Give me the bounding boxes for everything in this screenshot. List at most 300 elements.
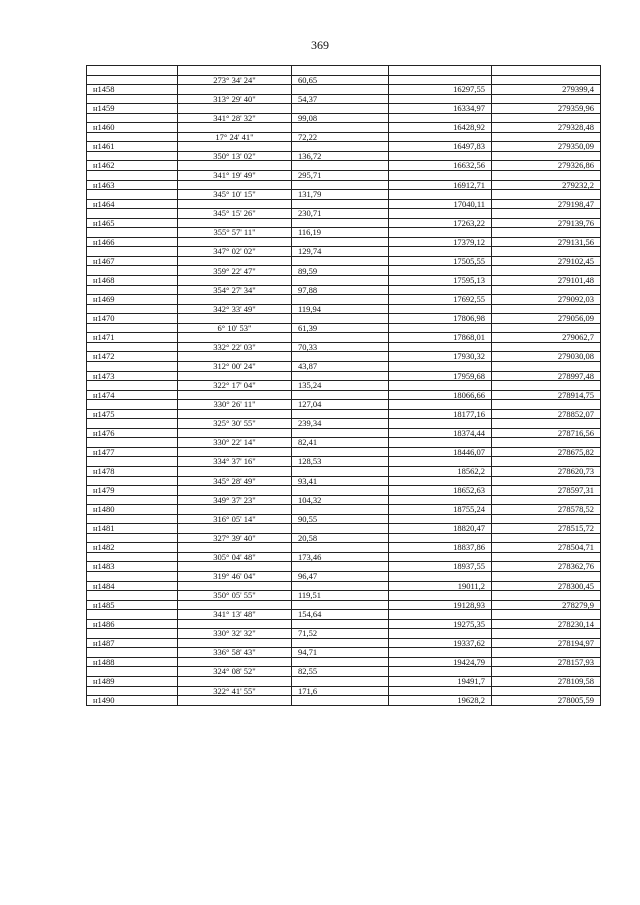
bearing-angle-cell: 316° 05' 14" [178,514,292,524]
y-coordinate-cell: 278675,82 [492,447,601,457]
x-coordinate-cell: 18562,2 [389,466,492,476]
bearing-angle-cell: 273° 34' 24" [178,75,292,85]
empty-cell [492,571,601,581]
empty-cell [492,381,601,391]
y-coordinate-cell: 279102,45 [492,256,601,266]
point-row [87,696,601,706]
point-id-cell: н1477 [87,447,178,457]
segment-row [87,266,601,276]
bearing-angle-cell: 330° 22' 14" [178,438,292,448]
y-coordinate-cell: 279101,48 [492,276,601,286]
empty-cell [292,696,389,706]
empty-cell [178,466,292,476]
y-coordinate-cell: 278194,97 [492,638,601,648]
empty-cell [178,314,292,324]
x-coordinate-cell: 19424,79 [389,657,492,667]
point-id-cell: н1472 [87,352,178,362]
distance-cell: 154,64 [292,610,389,620]
empty-cell [292,447,389,457]
x-coordinate-cell: 18652,63 [389,486,492,496]
distance-cell: 129,74 [292,247,389,257]
x-coordinate-cell: 16497,83 [389,142,492,152]
empty-cell [178,619,292,629]
bearing-angle-cell: 334° 37' 16" [178,457,292,467]
point-id-cell: н1471 [87,333,178,343]
point-row [87,104,601,114]
y-coordinate-cell: 279092,03 [492,295,601,305]
distance-cell: 60,65 [292,75,389,85]
distance-cell: 171,6 [292,686,389,696]
empty-cell [492,476,601,486]
empty-cell [292,352,389,362]
bearing-angle-cell: 313° 29' 40" [178,94,292,104]
empty-cell [178,295,292,305]
x-coordinate-cell: 17040,11 [389,199,492,209]
empty-cell [178,333,292,343]
segment-row [87,419,601,429]
empty-cell [87,476,178,486]
empty-cell [292,161,389,171]
bearing-angle-cell: 305° 04' 48" [178,552,292,562]
segment-row [87,495,601,505]
bearing-angle-cell: 347° 02' 02" [178,247,292,257]
empty-cell [492,132,601,142]
segment-row [87,323,601,333]
point-row [87,466,601,476]
y-coordinate-cell: 279030,08 [492,352,601,362]
distance-cell: 119,94 [292,304,389,314]
empty-cell [87,438,178,448]
point-row [87,333,601,343]
x-coordinate-cell: 16632,56 [389,161,492,171]
y-coordinate-cell: 278362,76 [492,562,601,572]
empty-cell [492,667,601,677]
point-id-cell: н1485 [87,600,178,610]
empty-cell [87,75,178,85]
distance-cell: 89,59 [292,266,389,276]
bearing-angle-cell: 17° 24' 41" [178,132,292,142]
empty-cell [87,361,178,371]
empty-cell [87,113,178,123]
x-coordinate-cell: 19491,7 [389,677,492,687]
point-row [87,505,601,515]
segment-row [87,247,601,257]
empty-cell [389,610,492,620]
empty-cell [292,237,389,247]
empty-cell [389,686,492,696]
empty-cell [292,142,389,152]
empty-cell [178,524,292,534]
distance-cell: 43,87 [292,361,389,371]
empty-cell [492,591,601,601]
bearing-angle-cell: 341° 28' 32" [178,113,292,123]
bearing-angle-cell: 354° 27' 34" [178,285,292,295]
segment-row [87,228,601,238]
empty-cell [178,390,292,400]
y-coordinate-cell: 279062,7 [492,333,601,343]
segment-row [87,171,601,181]
empty-cell [178,123,292,133]
bearing-angle-cell: 345° 28' 49" [178,476,292,486]
empty-cell [292,390,389,400]
empty-cell [292,123,389,133]
empty-cell [389,457,492,467]
segment-row [87,571,601,581]
empty-cell [492,361,601,371]
empty-cell [292,428,389,438]
distance-cell: 96,47 [292,571,389,581]
empty-cell [492,94,601,104]
empty-cell [389,247,492,257]
y-coordinate-cell [492,66,601,76]
point-row [87,123,601,133]
empty-cell [178,371,292,381]
x-coordinate-cell: 19337,62 [389,638,492,648]
x-coordinate-cell: 18755,24 [389,505,492,515]
bearing-angle-cell: 330° 32' 32" [178,629,292,639]
point-id-cell: н1478 [87,466,178,476]
empty-cell [389,171,492,181]
y-coordinate-cell: 279131,56 [492,237,601,247]
x-coordinate-cell: 18820,47 [389,524,492,534]
segment-row [87,342,601,352]
point-id-cell [87,66,178,76]
bearing-angle-cell: 342° 33' 49" [178,304,292,314]
empty-cell [178,66,292,76]
y-coordinate-cell: 278515,72 [492,524,601,534]
empty-cell [492,457,601,467]
point-row [87,237,601,247]
x-coordinate-cell: 17595,13 [389,276,492,286]
empty-cell [389,113,492,123]
x-coordinate-cell: 17868,01 [389,333,492,343]
segment-row [87,533,601,543]
bearing-angle-cell: 336° 58' 43" [178,648,292,658]
empty-cell [389,323,492,333]
point-id-cell: н1474 [87,390,178,400]
empty-cell [389,533,492,543]
empty-cell [389,476,492,486]
point-id-cell: н1476 [87,428,178,438]
segment-row [87,151,601,161]
empty-cell [87,552,178,562]
empty-cell [87,400,178,410]
point-row [87,657,601,667]
point-id-cell: н1467 [87,256,178,266]
point-row [87,352,601,362]
y-coordinate-cell: 279139,76 [492,218,601,228]
bearing-angle-cell: 6° 10' 53" [178,323,292,333]
empty-cell [492,151,601,161]
empty-cell [87,629,178,639]
empty-cell [389,94,492,104]
empty-cell [87,304,178,314]
x-coordinate-cell: 17930,32 [389,352,492,362]
empty-cell [87,610,178,620]
empty-cell [292,333,389,343]
point-id-cell: н1461 [87,142,178,152]
empty-cell [389,228,492,238]
bearing-angle-cell: 341° 13' 48" [178,610,292,620]
point-row [87,562,601,572]
distance-cell: 61,39 [292,323,389,333]
empty-cell [292,218,389,228]
x-coordinate-cell: 19628,2 [389,696,492,706]
empty-cell [178,677,292,687]
x-coordinate-cell: 17379,12 [389,237,492,247]
empty-cell [178,657,292,667]
distance-cell: 119,51 [292,591,389,601]
empty-cell [492,438,601,448]
empty-cell [87,514,178,524]
empty-cell [87,190,178,200]
point-row [87,486,601,496]
distance-cell: 82,41 [292,438,389,448]
point-id-cell: н1459 [87,104,178,114]
empty-cell [389,209,492,219]
distance-cell: 230,71 [292,209,389,219]
point-id-cell: н1468 [87,276,178,286]
y-coordinate-cell: 279326,86 [492,161,601,171]
empty-cell [492,171,601,181]
empty-cell [87,228,178,238]
x-coordinate-cell: 17505,55 [389,256,492,266]
bearing-angle-cell: 359° 22' 47" [178,266,292,276]
empty-cell [87,342,178,352]
empty-cell [389,285,492,295]
empty-cell [87,151,178,161]
empty-cell [492,190,601,200]
y-coordinate-cell: 279359,96 [492,104,601,114]
bearing-angle-cell: 345° 10' 15" [178,190,292,200]
y-coordinate-cell: 278504,71 [492,543,601,553]
distance-cell: 295,71 [292,171,389,181]
y-coordinate-cell: 278914,75 [492,390,601,400]
empty-cell [292,505,389,515]
empty-cell [178,276,292,286]
empty-cell [492,610,601,620]
y-coordinate-cell: 278620,73 [492,466,601,476]
y-coordinate-cell: 279198,47 [492,199,601,209]
distance-cell: 104,32 [292,495,389,505]
y-coordinate-cell: 278300,45 [492,581,601,591]
segment-row [87,686,601,696]
point-id-cell: н1489 [87,677,178,687]
x-coordinate-cell: 18066,66 [389,390,492,400]
bearing-angle-cell: 349° 37' 23" [178,495,292,505]
empty-cell [492,552,601,562]
empty-cell [292,657,389,667]
x-coordinate-cell: 16334,97 [389,104,492,114]
bearing-angle-cell: 345° 15' 26" [178,209,292,219]
point-id-cell: н1464 [87,199,178,209]
empty-cell [87,381,178,391]
empty-cell [292,638,389,648]
point-row [87,677,601,687]
empty-cell [87,247,178,257]
point-row [87,180,601,190]
point-row [87,295,601,305]
point-id-cell: н1462 [87,161,178,171]
bearing-angle-cell: 332° 22' 03" [178,342,292,352]
point-row [87,428,601,438]
y-coordinate-cell: 279350,09 [492,142,601,152]
empty-cell [492,648,601,658]
empty-cell [292,466,389,476]
segment-row [87,552,601,562]
distance-cell: 70,33 [292,342,389,352]
empty-cell [87,419,178,429]
segment-row [87,94,601,104]
bearing-angle-cell: 350° 05' 55" [178,591,292,601]
y-coordinate-cell: 279399,4 [492,85,601,95]
empty-cell [389,132,492,142]
empty-cell [87,171,178,181]
empty-cell [492,75,601,85]
empty-cell [178,218,292,228]
empty-cell [389,571,492,581]
empty-cell [178,409,292,419]
point-id-cell: н1479 [87,486,178,496]
empty-cell [178,199,292,209]
segment-row [87,667,601,677]
empty-cell [492,323,601,333]
point-row [87,447,601,457]
empty-cell [292,619,389,629]
point-id-cell: н1481 [87,524,178,534]
distance-cell: 20,58 [292,533,389,543]
empty-cell [389,342,492,352]
empty-cell [292,581,389,591]
bearing-angle-cell: 330° 26' 11" [178,400,292,410]
empty-cell [389,629,492,639]
empty-cell [87,533,178,543]
empty-cell [492,400,601,410]
empty-cell [87,591,178,601]
segment-row [87,476,601,486]
point-row [87,199,601,209]
y-coordinate-cell: 278230,14 [492,619,601,629]
point-id-cell: н1484 [87,581,178,591]
y-coordinate-cell: 278109,58 [492,677,601,687]
page-number: 369 [311,38,329,52]
point-id-cell: н1486 [87,619,178,629]
point-id-cell: н1487 [87,638,178,648]
empty-cell [87,132,178,142]
distance-cell: 136,72 [292,151,389,161]
point-row [87,543,601,553]
empty-cell [492,266,601,276]
segment-row [87,629,601,639]
x-coordinate-cell: 17263,22 [389,218,492,228]
empty-cell [389,190,492,200]
segment-row [87,514,601,524]
point-row [87,638,601,648]
empty-cell [178,180,292,190]
point-row [87,600,601,610]
distance-cell: 90,55 [292,514,389,524]
segment-row [87,285,601,295]
empty-cell [87,667,178,677]
empty-cell [492,629,601,639]
empty-cell [389,266,492,276]
point-id-cell: н1469 [87,295,178,305]
empty-cell [292,600,389,610]
distance-cell: 131,79 [292,190,389,200]
empty-cell [492,495,601,505]
empty-cell [292,486,389,496]
distance-cell: 97,88 [292,285,389,295]
segment-row [87,113,601,123]
empty-cell [178,256,292,266]
empty-cell [87,323,178,333]
empty-cell [87,495,178,505]
empty-cell [292,104,389,114]
bearing-angle-cell: 322° 41' 55" [178,686,292,696]
segment-row [87,457,601,467]
point-id-cell: н1482 [87,543,178,553]
point-row [87,581,601,591]
empty-cell [292,524,389,534]
empty-cell [292,409,389,419]
y-coordinate-cell: 278852,07 [492,409,601,419]
segment-row [87,304,601,314]
distance-cell: 127,04 [292,400,389,410]
empty-cell [292,256,389,266]
segment-row [87,381,601,391]
point-row [87,66,601,76]
bearing-angle-cell: 355° 57' 11" [178,228,292,238]
x-coordinate-cell: 16297,55 [389,85,492,95]
point-row [87,142,601,152]
empty-cell [492,514,601,524]
empty-cell [492,419,601,429]
empty-cell [389,361,492,371]
y-coordinate-cell: 278716,56 [492,428,601,438]
point-row [87,85,601,95]
empty-cell [389,667,492,677]
x-coordinate-cell: 17692,55 [389,295,492,305]
point-row [87,524,601,534]
empty-cell [178,581,292,591]
empty-cell [178,142,292,152]
point-id-cell: н1460 [87,123,178,133]
point-id-cell: н1473 [87,371,178,381]
x-coordinate-cell: 18937,55 [389,562,492,572]
y-coordinate-cell: 278578,52 [492,505,601,515]
empty-cell [178,161,292,171]
segment-row [87,438,601,448]
segment-row [87,190,601,200]
empty-cell [292,562,389,572]
segment-row [87,591,601,601]
empty-cell [389,552,492,562]
empty-cell [292,180,389,190]
point-row [87,218,601,228]
point-row [87,619,601,629]
x-coordinate-cell: 19011,2 [389,581,492,591]
distance-cell: 116,19 [292,228,389,238]
empty-cell [178,352,292,362]
empty-cell [492,247,601,257]
y-coordinate-cell: 278157,93 [492,657,601,667]
empty-cell [389,419,492,429]
distance-cell: 93,41 [292,476,389,486]
point-id-cell: н1490 [87,696,178,706]
empty-cell [178,447,292,457]
distance-cell: 72,22 [292,132,389,142]
empty-cell [292,276,389,286]
